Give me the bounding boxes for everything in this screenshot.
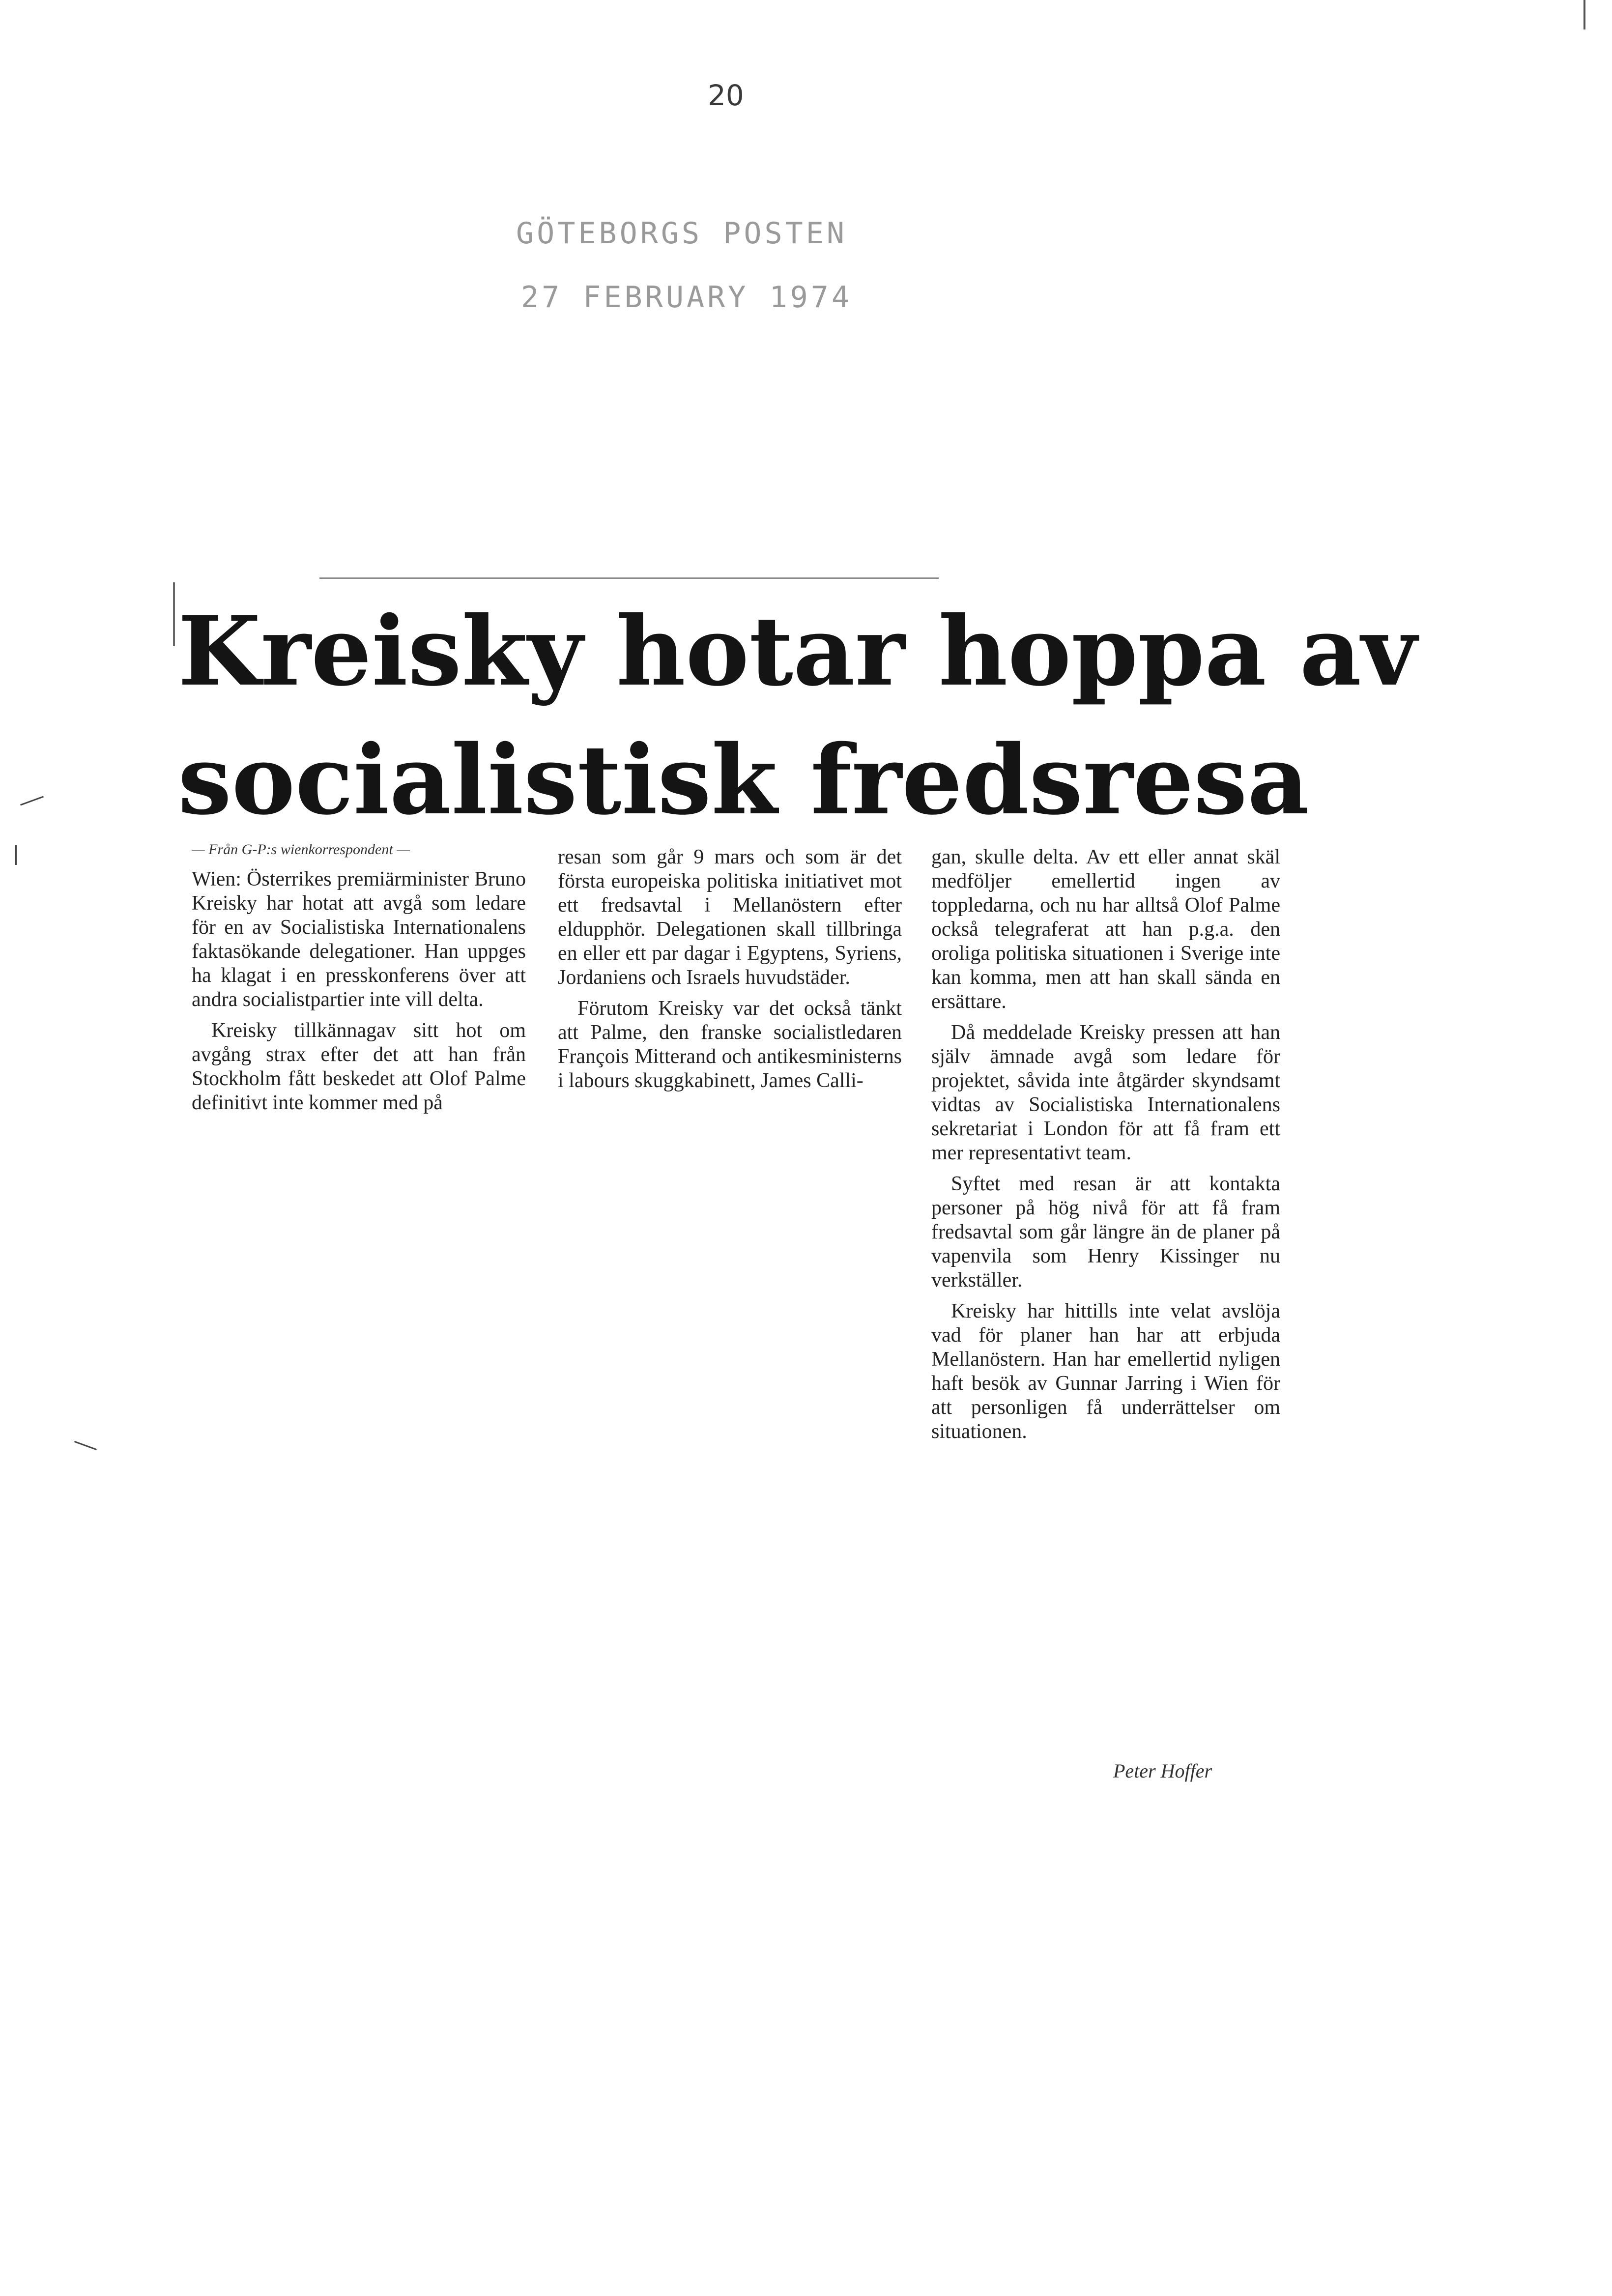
col3-paragraph-3: Syftet med resan är att kontakta personer på hög nivå för att få fram fredsavtal som går längre än de planer på vapenvila som Henry Kissinger nu verkställer. <box>931 1173 1280 1292</box>
headline-line-1: Kreisky hotar hoppa av <box>178 595 1417 707</box>
article-column-2 <box>558 845 902 1100</box>
article-column-1 <box>192 867 526 1122</box>
stamp-date: 27 FEBRUARY 1974 <box>521 280 852 315</box>
margin-mark-3 <box>74 1441 97 1450</box>
col1-paragraph-1: Wien: Österrikes premiärminister Bruno Kreisky har hotat att avgå som ledare för en av Socialistiska Internationalens faktasökande delegationer. Han uppges ha klagat i en presskonferens över att andra socialistpartier inte vill delta. <box>192 868 526 1011</box>
col3-paragraph-1: gan, skulle delta. Av ett eller annat skäl medföljer emellertid ingen av toppledarna, och nu har alltså Olof Palme också telegraferat att han p.g.a. den oroliga politiska situationen i Sverige inte kan komma, men att han skall sända en ersättare. <box>931 846 1280 1013</box>
col3-paragraph-4: Kreisky har hittills inte velat avslöja vad för planer han har att erbjuda Mellanöstern. Han har emellertid nyligen haft besök av Gunnar Jarring i Wien för att personligen få underrättelser om situationen. <box>931 1300 1280 1443</box>
stamp-newspaper: GÖTEBORGS POSTEN <box>516 216 847 251</box>
page-number: 20 <box>708 79 744 112</box>
margin-mark-2 <box>15 845 17 865</box>
dateline: — Från G-P:s wienkorrespondent — <box>192 841 410 858</box>
col2-paragraph-2: Förutom Kreisky var det också tänkt att Palme, den franske socialistledaren François Mitterand och antikesministerns i labours skuggkabinett, James Calli- <box>558 997 902 1092</box>
clipping-left-rule <box>173 582 175 646</box>
col2-paragraph-1: resan som går 9 mars och som är det första europeiska politiska initiativet mot ett fredsavtal i Mellanöstern efter eldupphör. Delegationen skall tillbringa en eller ett par dagar i Egyptens, Syriens, Jordaniens och Israels huvudstäder. <box>558 846 902 989</box>
byline: Peter Hoffer <box>1113 1760 1212 1782</box>
col1-paragraph-2: Kreisky tillkännagav sitt hot om avgång strax efter det att han från Stockholm fått beskedet att Olof Palme definitivt inte kommer med på <box>192 1019 526 1114</box>
margin-mark-1 <box>20 796 44 806</box>
headline-line-2: socialistisk fredsresa <box>178 724 1309 836</box>
clipping-top-rule <box>319 577 939 579</box>
scan-edge-line <box>1583 0 1585 29</box>
article-column-3 <box>931 845 1280 1451</box>
col3-paragraph-2: Då meddelade Kreisky pressen att han själv ämnade avgå som ledare för projektet, såvida inte åtgärder skyndsamt vidtas av Socialistiska Internationalens sekretariat i London för att få fram ett mer representativt team. <box>931 1021 1280 1164</box>
